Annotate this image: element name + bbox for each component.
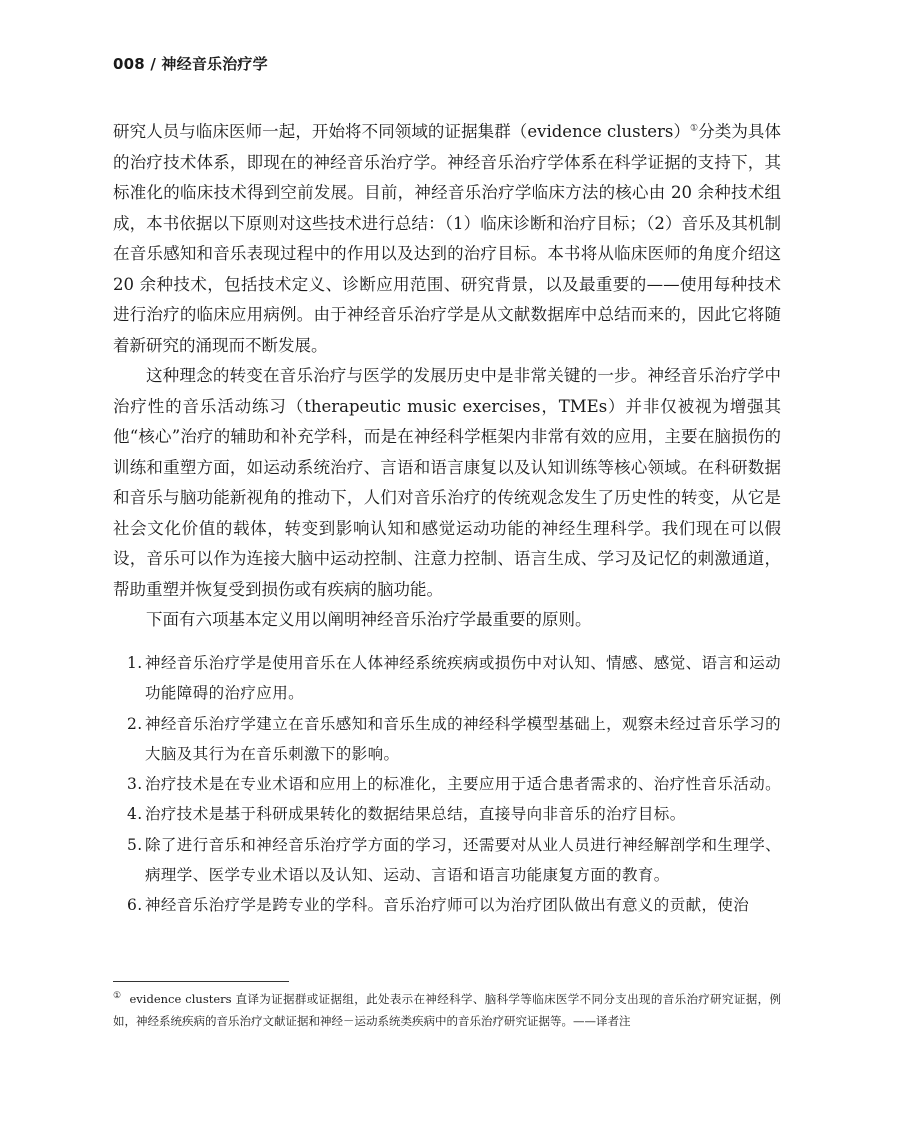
footnote-reference: ① xyxy=(690,123,699,134)
principles-list xyxy=(113,648,781,921)
footnote-text: evidence clusters 直译为证据群或证据组，此处表示在神经科学、脑科学等临床医学不同分支出现的音乐治疗研究证据，例如，神经系统疾病的音乐治疗文献证据和神经－运动系统类疾病中的音乐治疗研究证据等。——译者注 xyxy=(113,992,781,1028)
list-text: 神经音乐治疗学是使用音乐在人体神经系统疾病或损伤中对认知、情感、感觉、语言和运动功能障碍的治疗应用。 xyxy=(145,654,782,703)
list-number: 4. xyxy=(127,805,143,824)
list-text: 治疗技术是基于科研成果转化的数据结果总结，直接导向非音乐的治疗目标。 xyxy=(145,805,686,824)
list-item xyxy=(113,890,781,920)
list-text: 除了进行音乐和神经音乐治疗学方面的学习，还需要对从业人员进行神经解剖学和生理学、病理学、医学专业术语以及认知、运动、言语和语言功能康复方面的教育。 xyxy=(145,835,782,885)
main-text xyxy=(113,117,781,636)
list-item xyxy=(113,769,781,799)
footnote-mark: ① xyxy=(113,991,122,1002)
footnote-divider xyxy=(113,981,289,982)
list-text: 治疗技术是在专业术语和应用上的标准化，主要应用于适合患者需求的、治疗性音乐活动。 xyxy=(145,775,782,794)
list-item xyxy=(113,648,781,709)
list-number: 2. xyxy=(127,714,143,733)
list-item xyxy=(113,799,781,829)
list-item xyxy=(113,830,781,891)
list-item xyxy=(113,709,781,770)
paragraph-2: 这种理念的转变在音乐治疗与医学的发展历史中是非常关键的一步。神经音乐治疗学中治疗性的音乐活动练习（therapeutic music exercises，TMEs）并非仅被视为增强其他“核心”治疗的辅助和补充学科，而是在神经科学框架内非常有效的应用，主要在脑损伤的训练和重塑方面，如运动系统治疗、言语和语言康复以及认知训练等核心领域。在科研数据和音乐与脑功能新视角的推动下，人们对音乐治疗的传统观念发生了历史性的转变，从它是社会文化价值的载体，转变到影响认知和感觉运动功能的神经生理科学。我们现在可以假设，音乐可以作为连接大脑中运动控制、注意力控制、语言生成、学习及记忆的刺激通道，帮助重塑并恢复受到损伤或有疾病的脑功能。 xyxy=(113,366,781,599)
list-text: 神经音乐治疗学是跨专业的学科。音乐治疗师可以为治疗团队做出有意义的贡献，使治 xyxy=(145,896,750,915)
running-head: 008 / 神经音乐治疗学 xyxy=(113,55,268,73)
list-number: 3. xyxy=(127,775,143,794)
list-number: 1. xyxy=(127,654,143,672)
list-number: 6. xyxy=(127,896,143,915)
paragraph-1-rest: 分类为具体的治疗技术体系，即现在的神经音乐治疗学。神经音乐治疗学体系在科学证据的支持下，其标准化的临床技术得到空前发展。目前，神经音乐治疗学临床方法的核心由 20 余种技术组成，本书依据以下原则对这些技术进行总结：（1）临床诊断和治疗目标；（2）音乐及其机制在音乐感知和音乐表现过程中的作用以及达到的治疗目标。本书将从临床医师的角度介绍这 20 余种技术，包括技术定义、诊断应用范围、研究背景，以及最重要的——使用每种技术进行治疗的临床应用病例。由于神经音乐治疗学是从文献数据库中总结而来的，因此它将随着新研究的涌现而不断发展。 xyxy=(113,122,782,355)
paragraph-1-lead: 研究人员与临床医师一起，开始将不同领域的证据集群（evidence clusters） xyxy=(113,122,691,141)
footnote xyxy=(113,988,781,1032)
paragraph-1 xyxy=(113,117,781,361)
list-text: 神经音乐治疗学建立在音乐感知和音乐生成的神经科学模型基础上，观察未经过音乐学习的大脑及其行为在音乐刺激下的影响。 xyxy=(145,714,782,763)
paragraph-3: 下面有六项基本定义用以阐明神经音乐治疗学最重要的原则。 xyxy=(146,610,592,629)
list-number: 5. xyxy=(127,835,143,854)
